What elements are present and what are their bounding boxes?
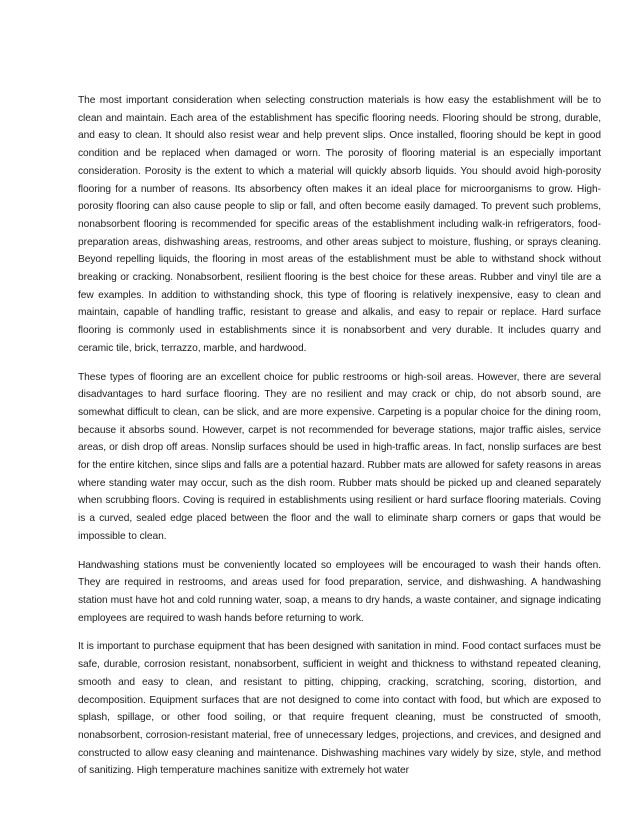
document-body	[78, 92, 601, 790]
paragraph-handwashing-stations: Handwashing stations must be conveniently located so employees will be encouraged to wash their hands often. They are required in restrooms, and areas used for food preparation, service, and dishwashing. A handwashing station must have hot and cold running water, soap, a means to dry hands, a waste container, and signage indicating employees are required to wash hands before returning to work.	[78, 559, 601, 624]
paragraph-flooring: The most important consideration when selecting construction materials is how easy the establishment will be to clean and maintain. Each area of the establishment has specific flooring needs. Flooring should be strong, durable, and easy to clean. It should also resist wear and help prevent slips. Once installed, flooring should be kept in good condition and be replaced when damaged or worn. The porosity of flooring material is an especially important consideration. Porosity is the extent to which a material will quickly absorb liquids. You should avoid high-porosity flooring for a number of reasons. Its absorbency often makes it an ideal place for microorganisms to grow. High-porosity flooring can also cause people to slip or fall, and often become easily damaged. To prevent such problems, nonabsorbent flooring is recommended for specific areas of the establishment including walk-in refrigerators, food-preparation areas, dishwashing areas, restrooms, and other areas subject to moisture, flushing, or sprays cleaning. Beyond repelling liquids, the flooring in most areas of the establishment must be able to withstand shock without breaking or cracking. Nonabsorbent, resilient flooring is the best choice for these areas. Rubber and vinyl tile are a few examples. In addition to withstanding shock, this type of flooring is relatively inexpensive, easy to clean and maintain, capable of handling traffic, resistant to grease and alkalis, and easy to repair or replace. Hard surface flooring is commonly used in establishments since it is nonabsorbent and very durable. It includes quarry and ceramic tile, brick, terrazzo, marble, and hardwood.	[78, 95, 601, 354]
paragraph-hard-surface-flooring: These types of flooring are an excellent choice for public restrooms or high-soil areas. However, there are several disadvantages to hard surface flooring. They are no resilient and may crack or chip, do not absorb sound, are somewhat difficult to clean, can be slick, and are more expensive. Carpeting is a popular choice for the dining room, because it absorbs sound. However, carpet is not recommended for beverage stations, major traffic aisles, service areas, or dish drop off areas. Nonslip surfaces should be used in high-traffic areas. In fact, nonslip surfaces are best for the entire kitchen, since slips and falls are a potential hazard. Rubber mats are allowed for safety reasons in areas where standing water may occur, such as the dish room. Rubber mats should be picked up and cleaned separately when scrubbing floors. Coving is required in establishments using resilient or hard surface flooring materials. Coving is a curved, sealed edge placed between the floor and the wall to eliminate sharp corners or gaps that would be impossible to clean.	[78, 371, 601, 542]
paragraph-equipment-sanitation: It is important to purchase equipment that has been designed with sanitation in mind. Food contact surfaces must be safe, durable, corrosion resistant, nonabsorbent, sufficient in weight and thickness to withstand repeated cleaning, smooth and easy to clean, and resistant to pitting, chipping, cracking, scratching, scoring, distortion, and decomposition. Equipment surfaces that are not designed to come into contact with food, but which are exposed to splash, spillage, or other food soiling, or that require frequent cleaning, must be constructed of smooth, nonabsorbent, corrosion-resistant material, free of unnecessary ledges, projections, and crevices, and designed and constructed to allow easy cleaning and maintenance. Dishwashing machines vary widely by size, style, and method of sanitizing. High temperature machines sanitize with extremely hot water	[78, 641, 601, 777]
